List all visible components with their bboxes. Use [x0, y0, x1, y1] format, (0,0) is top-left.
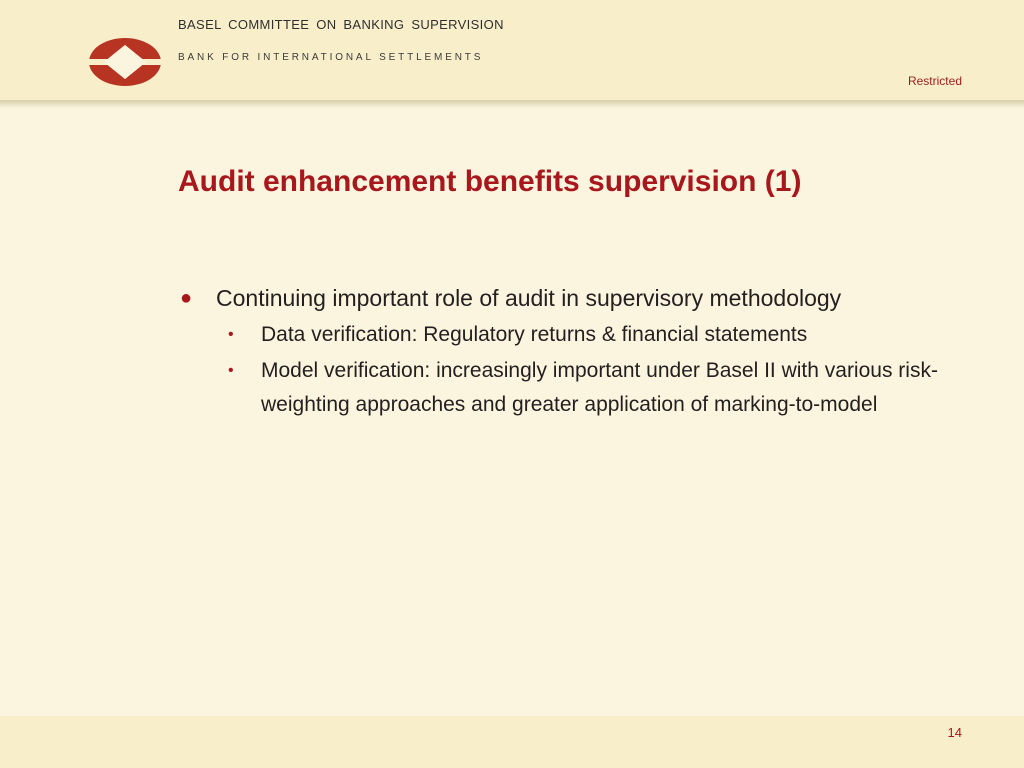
page-number: 14: [947, 725, 962, 740]
parent-organization-name: BANK FOR INTERNATIONAL SETTLEMENTS: [178, 52, 484, 63]
bullet-item: [180, 280, 970, 316]
sub-bullet-marker: •: [228, 362, 234, 379]
header-shadow: [0, 100, 1024, 108]
bullet-text: Continuing important role of audit in supervisory methodology: [216, 285, 842, 311]
sub-bullet-text: Data verification: Regulatory returns & financial statements: [261, 323, 808, 346]
sub-bullet-item: [228, 318, 970, 352]
bullet-marker: ●: [180, 287, 193, 309]
organization-name: BASEL COMMITTEE ON BANKING SUPERVISION: [178, 17, 504, 32]
slide-title: Audit enhancement benefits supervision (1): [178, 165, 802, 198]
slide-content: [180, 280, 970, 422]
footer-band: [0, 716, 1024, 768]
bis-logo-icon: [88, 37, 162, 87]
sub-bullet-marker: •: [228, 326, 234, 343]
sub-bullet-text: Model verification: increasingly important under Basel II with various risk-weighting approaches and greater application of marking-to-model: [261, 359, 938, 416]
sub-bullet-item: [228, 354, 970, 422]
classification-label: Restricted: [907, 74, 962, 88]
sub-bullet-list: [228, 318, 970, 422]
